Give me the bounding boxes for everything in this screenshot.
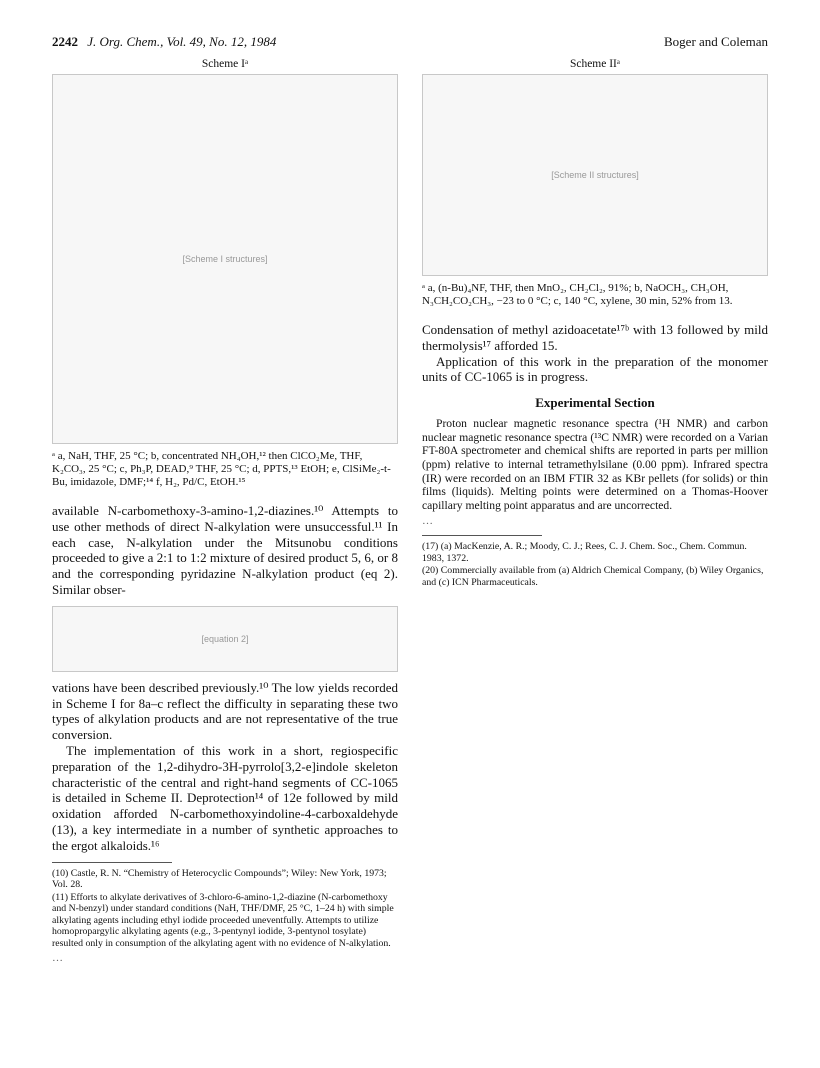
footnote: (11) Efforts to alkylate derivatives of 3-chloro-6-amino-1,2-diazine (N-carbomethoxy and N-benzyl) under standard conditions (NaH, THF/DMF, 25 °C, 1–24 h) with simple alkylating agents including ethyl iodide proceeded uneventfully. Attempts to utilize homopropargylic alkylating agents (e.g., 3-pentynyl iodide, 3-pentynol tosylate) resulted only in consumption of the alkylating agent with no evidence of N-alkylation. [52,891,394,949]
truncation-marker: … [52,952,63,965]
scheme-1-title: Scheme Iᵃ [201,58,249,70]
scheme-1-legend: ᵃ a, NaH, THF, 25 °C; b, concentrated NH₄OH,¹² then ClCO₂Me, THF, K₂CO₃, 25 °C; c, Ph₃P, DEAD,⁹ THF, 25 °C; d, PPTS,¹³ EtOH; e, ClSiMe₂-t-Bu, imidazole, DMF;¹⁴ f, H₂, Pd/C, EtOH.¹⁵ [52,450,391,488]
page-number: 2242 [52,34,78,49]
paragraph: Application of this work in the preparation of the monomer units of CC-1065 is in progress. [422,353,768,385]
paragraph: Proton nuclear magnetic resonance spectra (¹H NMR) and carbon nuclear magnetic resonance spectra (¹³C NMR) were recorded on a Varian FT-80A spectrometer and chemical shifts are reported in parts per million (ppm) relative to internal tetramethylsilane (0.00 ppm). Infrared spectra (IR) were recorded on an IBM FTIR 32 as KBr pellets (for solids) or thin films (liquids). Melting points were determined on a Thomas-Hoover capillary melting point apparatus and are uncorrected. [422,417,768,512]
footnote: (17) (a) MacKenzie, A. R.; Moody, C. J.; Rees, C. J. Chem. Soc., Chem. Commun. 1983, 1372. [422,541,747,564]
footnote: (20) Commercially available from (a) Aldrich Chemical Company, (b) Wiley Organics, and (c) ICN Pharmaceuticals. [422,565,764,588]
footnote: (10) Castle, R. N. “Chemistry of Heterocyclic Compounds”; Wiley: New York, 1973; Vol. 28. [52,867,387,891]
paragraph: The implementation of this work in a short, regiospecific preparation of the 1,2-dihydro-3H-pyrrolo[3,2-e]indole skeleton characteristic of the central and right-hand segments of CC-1065 is detailed in Scheme II. Deprotection¹⁴ of 12e followed by mild oxidation afforded N-carbomethoxyindoline-4-carboxaldehyde (13), a key intermediate in a number of synthetic approaches to the ergot alkaloids.¹⁶ [52,742,398,853]
scheme-1-figure: [Scheme I structures] [52,74,398,444]
scheme-2-title: Scheme IIᵃ [569,58,621,70]
equation-2-figure: [equation 2] [52,606,398,672]
truncation-marker: … [422,515,433,528]
paragraph: vations have been described previously.¹⁰ The low yields recorded in Scheme I for 8a–c reflect the difficulty in separating these two types of alkylation products and are not representative of the true conversion. [52,679,398,743]
journal-citation: J. Org. Chem., Vol. 49, No. 12, 1984 [87,34,277,49]
scheme-2-figure: [Scheme II structures] [422,74,768,276]
footnote-rule [52,862,172,863]
paragraph: available N-carbomethoxy-3-amino-1,2-diazines.¹⁰ Attempts to use other methods of direct N-alkylation were unsuccessful.¹¹ In each case, N-alkylation under the Mitsunobu conditions proceeded to give a 2:1 to 1:2 mixture of desired product 5, 6, or 8 and the corresponding pyridazine N-alkylation product (eq 2). Similar obser- [52,503,398,597]
section-heading: Experimental Section [535,395,655,411]
running-header-authors: Boger and Coleman [664,34,768,49]
left-column [52,58,398,964]
footnote-rule [422,535,542,536]
right-column [422,58,768,589]
running-header-left [52,34,276,50]
scheme-2-legend: ᵃ a, (n-Bu)₄NF, THF, then MnO₂, CH₂Cl₂, 91%; b, NaOCH₃, CH₃OH, N₃CH₂CO₂CH₃, −23 to 0 °C; c, 140 °C, xylene, 30 min, 52% from 13. [422,282,733,307]
paragraph: Condensation of methyl azidoacetate¹⁷ᵇ with 13 followed by mild thermolysis¹⁷ afforded 15. [422,322,768,353]
